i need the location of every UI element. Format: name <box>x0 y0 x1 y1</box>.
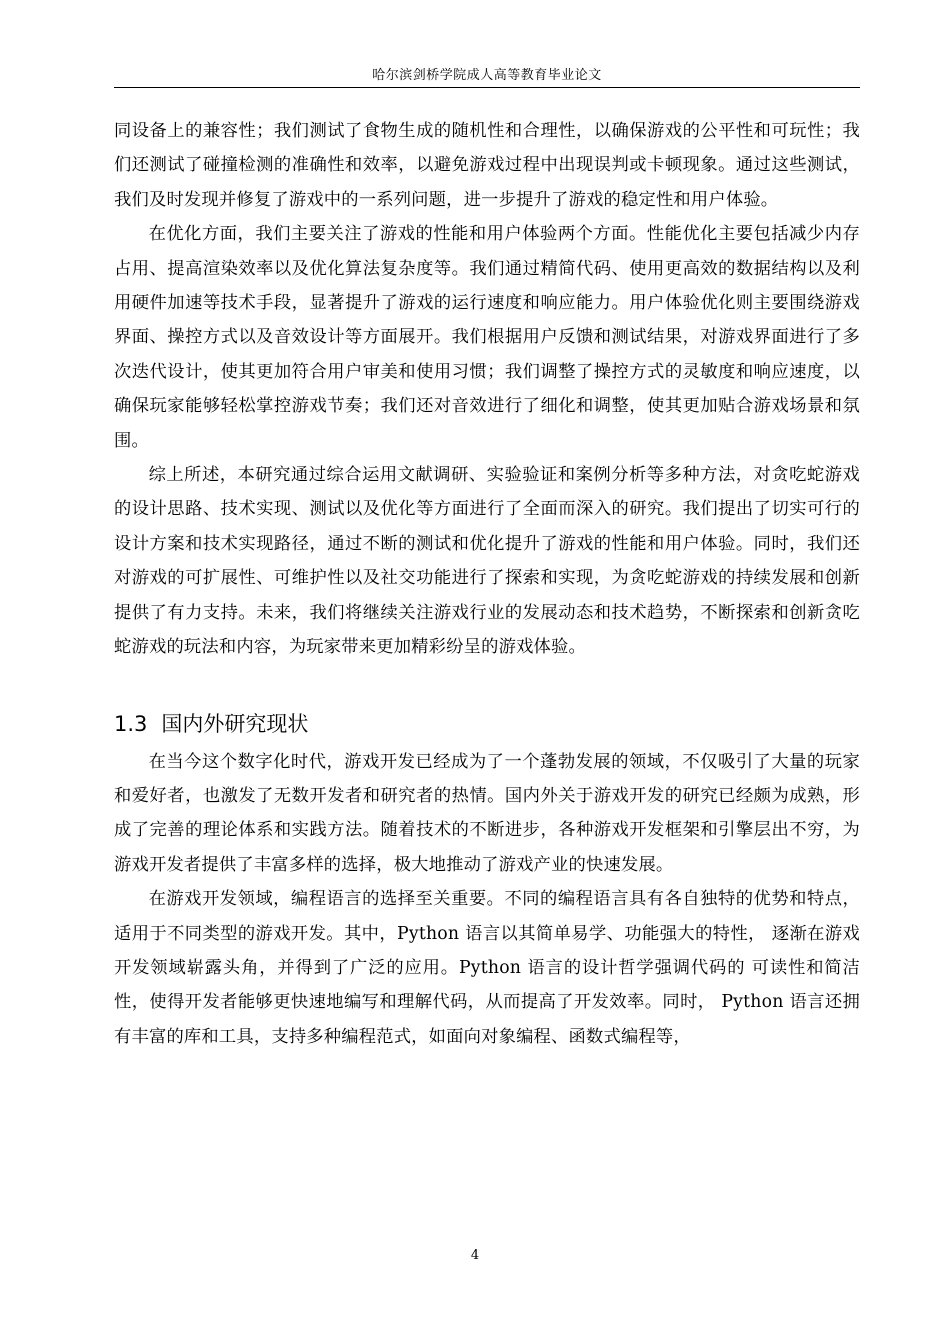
section-number: 1.3 <box>114 711 148 736</box>
paragraph: 同设备上的兼容性；我们测试了食物生成的随机性和合理性，以确保游戏的公平性和可玩性；我们还测试了碰撞检测的准确性和效率，以避免游戏过程中出现误判或卡顿现象。通过这些测试，我们及时发现并修复了游戏中的一系列问题，进一步提升了游戏的稳定性和用户体验。 <box>114 121 860 210</box>
page-header: 哈尔滨剑桥学院成人高等教育毕业论文 <box>372 68 602 83</box>
section-title: 国内外研究现状 <box>161 711 309 736</box>
paragraph: 在当今这个数字化时代，游戏开发已经成为了一个蓬勃发展的领域，不仅吸引了大量的玩家和爱好者，也激发了无数开发者和研究者的热情。国内外关于游戏开发的研究已经颇为成熟，形成了完善的理论体系和实践方法。随着技术的不断进步，各种游戏开发框架和引擎层出不穷，为游戏开发者提供了丰富多样的选择，极大地推动了游戏产业的快速发展。 <box>114 751 860 875</box>
paragraph: 在游戏开发领域，编程语言的选择至关重要。不同的编程语言具有各自独特的优势和特点，适用于不同类型的游戏开发。其中，Python 语言以其简单易学、功能强大的特性， 逐渐在游戏开发领域崭露头角，并得到了广泛的应用。Python 语言的设计哲学强调代码的 可读性和简洁性，使得开发者能够更快速地编写和理解代码，从而提高了开发效率。同时， Python 语言还拥有丰富的库和工具，支持多种编程范式，如面向对象编程、函数式编程等， <box>114 889 860 1047</box>
document-body <box>114 114 860 1054</box>
paragraph: 综上所述，本研究通过综合运用文献调研、实验验证和案例分析等多种方法，对贪吃蛇游戏的设计思路、技术实现、测试以及优化等方面进行了全面而深入的研究。我们提出了切实可行的设计方案和技术实现路径，通过不断的测试和优化提升了游戏的性能和用户体验。同时，我们还对游戏的可扩展性、可维护性以及社交功能进行了探索和实现，为贪吃蛇游戏的持续发展和创新提供了有力支持。未来，我们将继续关注游戏行业的发展动态和技术趋势，不断探索和创新贪吃蛇游戏的玩法和内容，为玩家带来更加精彩纷呈的游戏体验。 <box>114 465 860 658</box>
section-heading <box>114 709 860 739</box>
paragraph: 在优化方面，我们主要关注了游戏的性能和用户体验两个方面。性能优化主要包括减少内存占用、提高渲染效率以及优化算法复杂度等。我们通过精简代码、使用更高效的数据结构以及利用硬件加速等技术手段，显著提升了游戏的运行速度和响应能力。用户体验优化则主要围绕游戏界面、操控方式以及音效设计等方面展开。我们根据用户反馈和测试结果，对游戏界面进行了多次迭代设计，使其更加符合用户审美和使用习惯；我们调整了操控方式的灵敏度和响应速度，以确保玩家能够轻松掌控游戏节奏；我们还对音效进行了细化和调整，使其更加贴合游戏场景和氛围。 <box>114 224 860 451</box>
header-divider <box>114 87 860 88</box>
page-number: 4 <box>470 1248 480 1263</box>
